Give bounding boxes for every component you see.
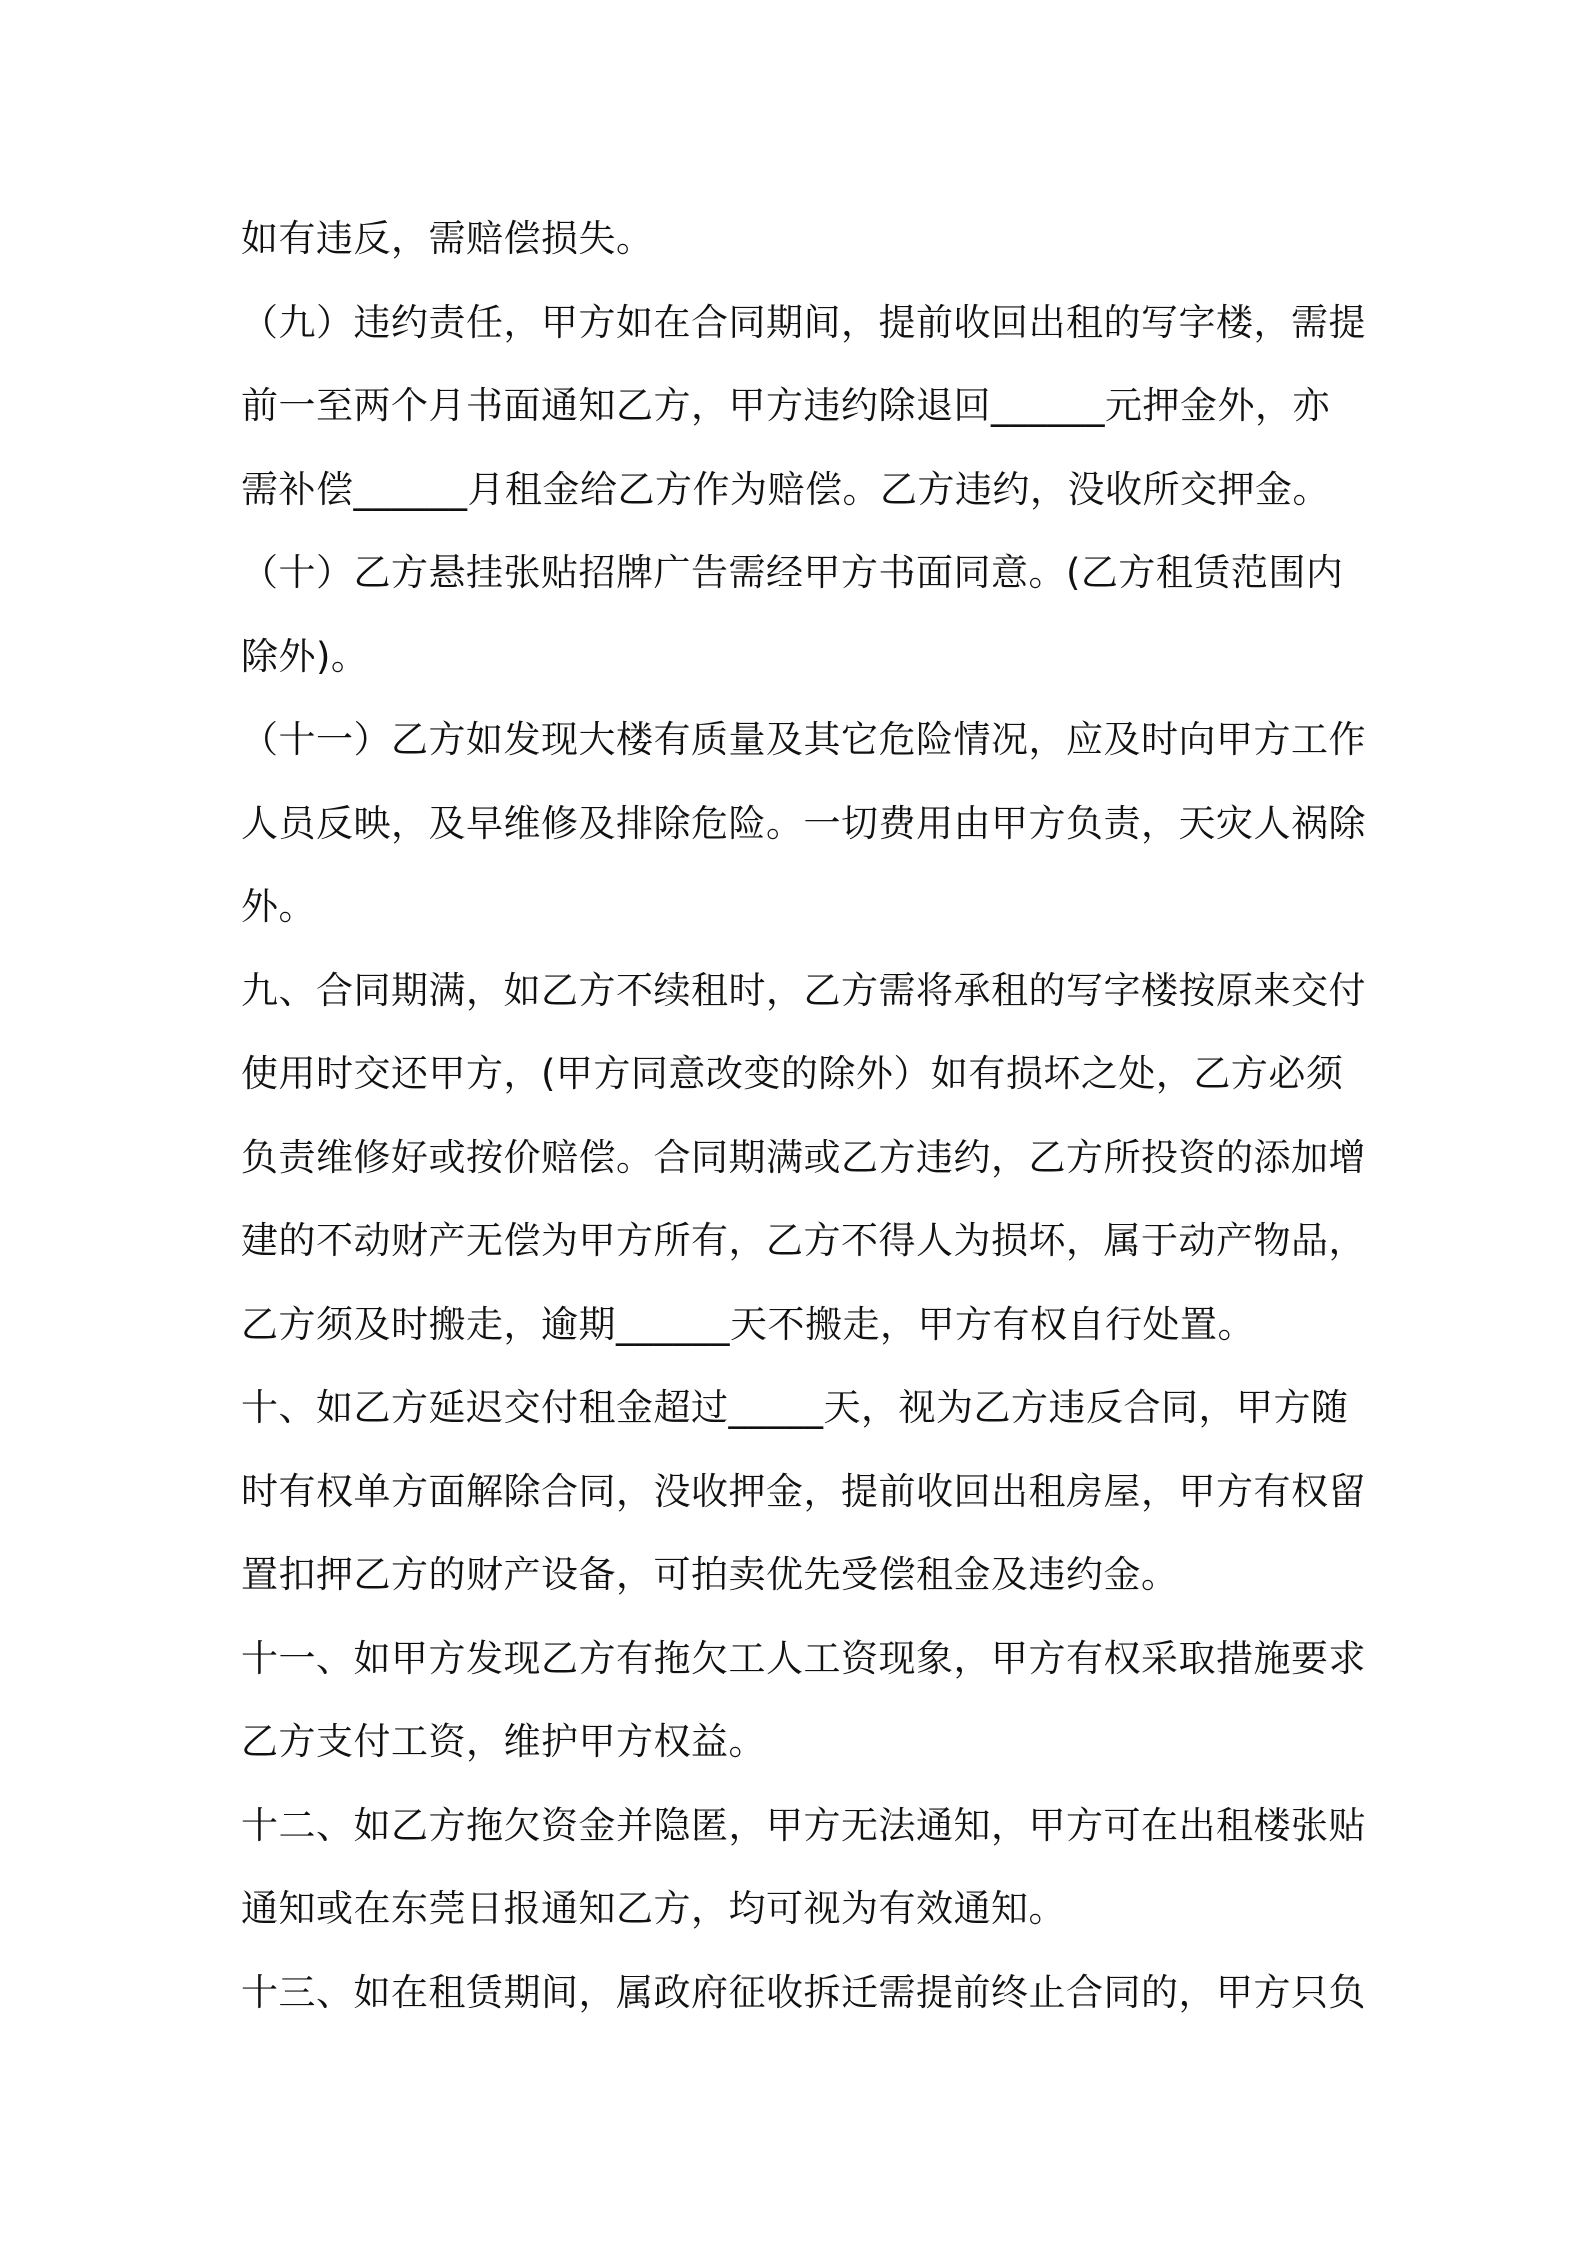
text-line: 建的不动财产无偿为甲方所有，乙方不得人为损坏，属于动产物品，	[241, 1219, 1366, 1262]
text-line: （十）乙方悬挂张贴招牌广告需经甲方书面同意。(乙方租赁范围内	[241, 551, 1344, 594]
text-line: 前一至两个月书面通知乙方，甲方违约除退回______元押金外，亦	[241, 384, 1330, 427]
text-line: 时有权单方面解除合同，没收押金，提前收回出租房屋，甲方有权留	[241, 1469, 1366, 1513]
text-line: 负责维修好或按价赔偿。合同期满或乙方违约，乙方所投资的添加增	[241, 1135, 1366, 1179]
text-line: 乙方须及时搬走，逾期______天不搬走，甲方有权自行处置。	[241, 1302, 1255, 1346]
text-line: 十、如乙方延迟交付租金超过_____天，视为乙方违反合同，甲方随	[241, 1386, 1349, 1429]
text-line: 九、合同期满，如乙方不续租时，乙方需将承租的写字楼按原来交付	[241, 968, 1366, 1012]
text-line: 外。	[241, 885, 316, 928]
contract-body	[241, 197, 1366, 2034]
text-line: 十二、如乙方拖欠资金并隐匿，甲方无法通知，甲方可在出租楼张贴	[241, 1803, 1366, 1847]
text-line: 人员反映，及早维修及排除危险。一切费用由甲方负责，天灾人祸除	[241, 801, 1366, 845]
text-line: 通知或在东莞日报通知乙方，均可视为有效通知。	[241, 1887, 1066, 1930]
text-line: 需补偿______月租金给乙方作为赔偿。乙方违约，没收所交押金。	[241, 467, 1330, 511]
text-line: 十一、如甲方发现乙方有拖欠工人工资现象，甲方有权采取措施要求	[241, 1636, 1366, 1680]
text-line: 除外)。	[241, 634, 369, 678]
text-line: 乙方支付工资，维护甲方权益。	[241, 1720, 766, 1763]
text-line: 置扣押乙方的财产设备，可拍卖优先受偿租金及违约金。	[241, 1553, 1179, 1596]
text-line: （九）违约责任，甲方如在合同期间，提前收回出租的写字楼，需提	[241, 300, 1366, 344]
text-line: 如有违反，需赔偿损失。	[241, 217, 654, 260]
text-line: 使用时交还甲方，(甲方同意改变的除外）如有损坏之处，乙方必须	[241, 1052, 1344, 1095]
text-line: （十一）乙方如发现大楼有质量及其它危险情况，应及时向甲方工作	[241, 718, 1366, 761]
text-line: 十三、如在租赁期间，属政府征收拆迁需提前终止合同的，甲方只负	[241, 1970, 1366, 2014]
